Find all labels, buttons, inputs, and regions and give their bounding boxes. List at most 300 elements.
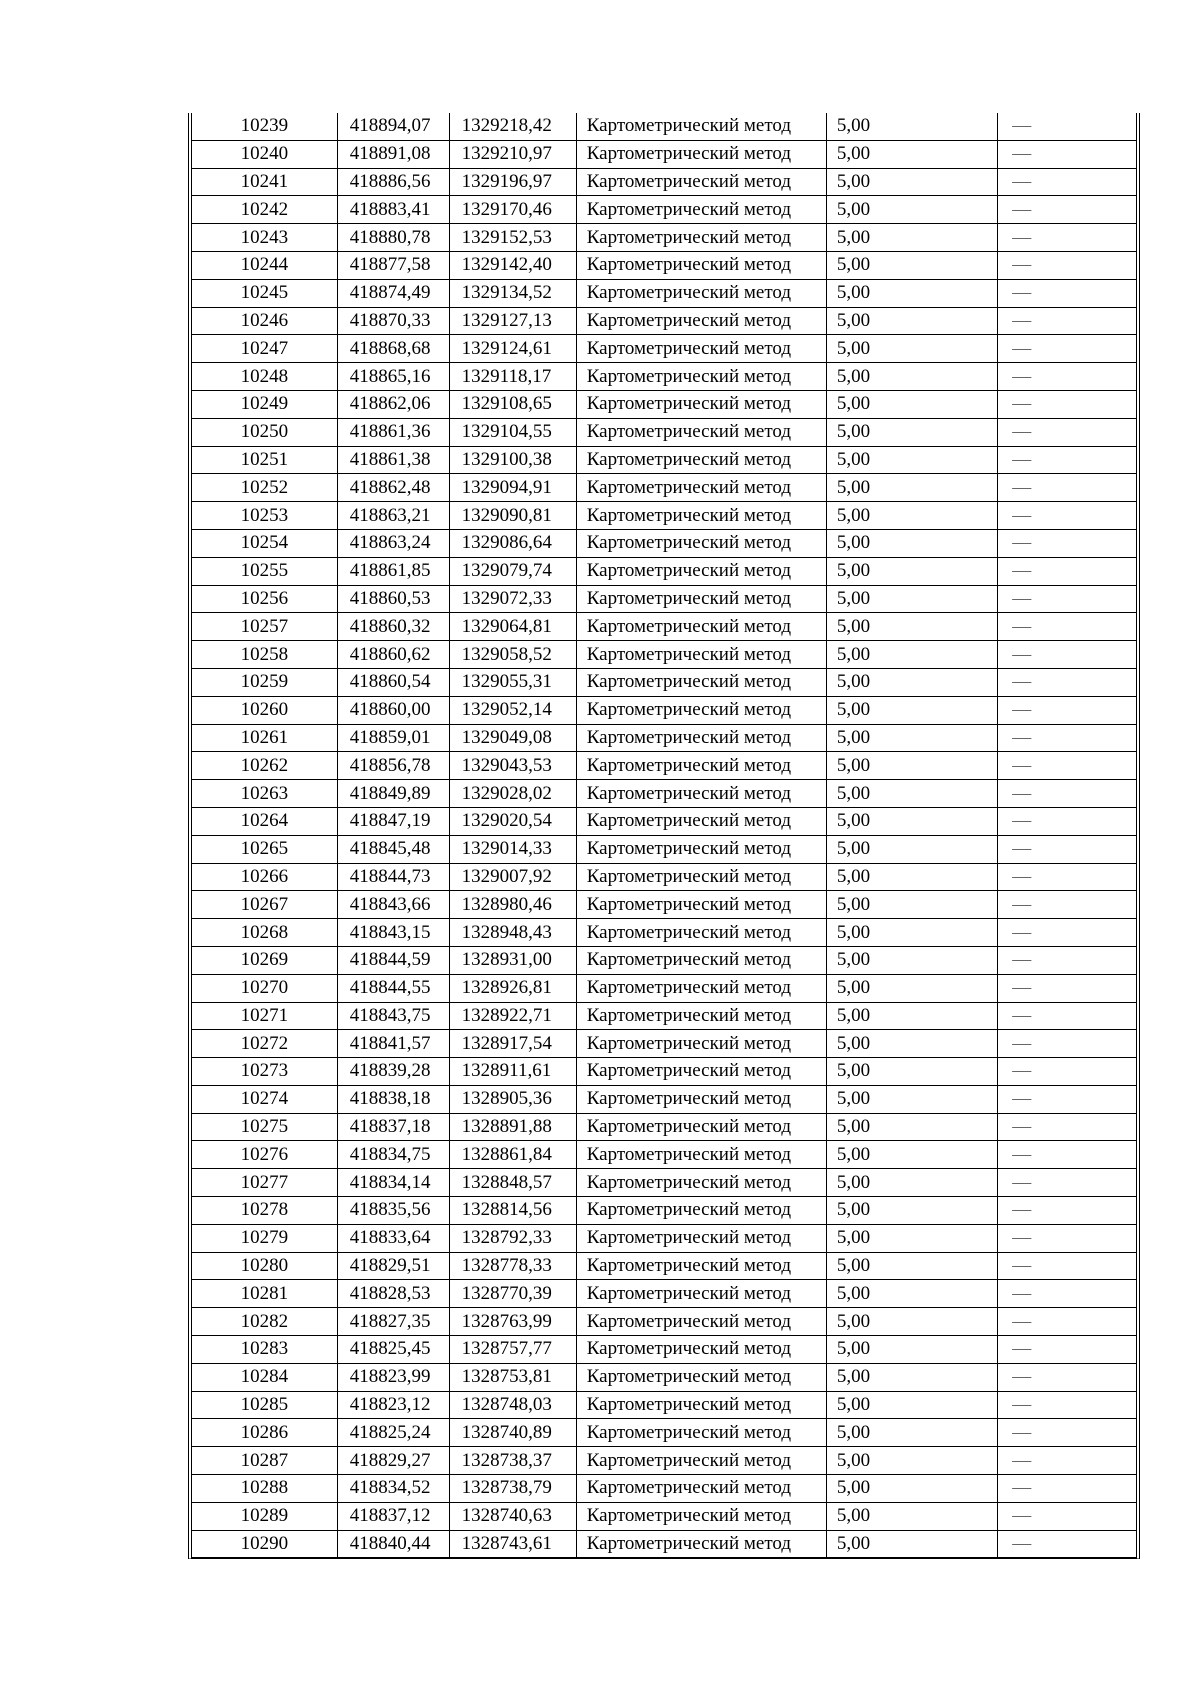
table-row [192,113,1136,140]
method-cell: Картометрический метод [576,224,826,252]
table-row [192,529,1136,557]
point-number-cell: 10278 [192,1197,337,1225]
description-cell: — [998,780,1136,808]
x-coordinate-cell: 418833,64 [337,1224,449,1252]
accuracy-cell: 5,00 [826,946,997,974]
y-coordinate-cell: 1328743,61 [449,1530,576,1558]
point-number-cell: 10243 [192,224,337,252]
y-coordinate-cell: 1329079,74 [449,557,576,585]
y-coordinate-cell: 1329086,64 [449,529,576,557]
point-number-cell: 10252 [192,474,337,502]
y-coordinate-cell: 1328922,71 [449,1002,576,1030]
x-coordinate-cell: 418862,48 [337,474,449,502]
table-row [192,390,1136,418]
method-cell: Картометрический метод [576,251,826,279]
table-row [192,1141,1136,1169]
table-row [192,696,1136,724]
table-row [192,1502,1136,1530]
method-cell: Картометрический метод [576,1447,826,1475]
x-coordinate-cell: 418827,35 [337,1308,449,1336]
point-number-cell: 10256 [192,585,337,613]
description-cell: — [998,1280,1136,1308]
point-number-cell: 10266 [192,863,337,891]
x-coordinate-cell: 418828,53 [337,1280,449,1308]
method-cell: Картометрический метод [576,418,826,446]
x-coordinate-cell: 418860,32 [337,613,449,641]
method-cell: Картометрический метод [576,1169,826,1197]
x-coordinate-cell: 418844,55 [337,974,449,1002]
description-cell: — [998,1308,1136,1336]
description-cell: — [998,585,1136,613]
accuracy-cell: 5,00 [826,835,997,863]
x-coordinate-cell: 418863,24 [337,529,449,557]
method-cell: Картометрический метод [576,1336,826,1364]
x-coordinate-cell: 418861,85 [337,557,449,585]
point-number-cell: 10275 [192,1113,337,1141]
point-number-cell: 10279 [192,1224,337,1252]
description-cell: — [998,807,1136,835]
y-coordinate-cell: 1328911,61 [449,1058,576,1086]
y-coordinate-cell: 1328753,81 [449,1363,576,1391]
accuracy-cell: 5,00 [826,1169,997,1197]
x-coordinate-cell: 418835,56 [337,1197,449,1225]
y-coordinate-cell: 1329100,38 [449,446,576,474]
accuracy-cell: 5,00 [826,668,997,696]
y-coordinate-cell: 1329055,31 [449,668,576,696]
accuracy-cell: 5,00 [826,891,997,919]
accuracy-cell: 5,00 [826,1058,997,1086]
accuracy-cell: 5,00 [826,780,997,808]
point-number-cell: 10247 [192,335,337,363]
table-row [192,1224,1136,1252]
point-number-cell: 10280 [192,1252,337,1280]
method-cell: Картометрический метод [576,502,826,530]
point-number-cell: 10260 [192,696,337,724]
point-number-cell: 10271 [192,1002,337,1030]
method-cell: Картометрический метод [576,307,826,335]
x-coordinate-cell: 418849,89 [337,780,449,808]
accuracy-cell: 5,00 [826,641,997,669]
coordinates-table-frame [188,113,1140,1559]
point-number-cell: 10287 [192,1447,337,1475]
x-coordinate-cell: 418874,49 [337,279,449,307]
accuracy-cell: 5,00 [826,1113,997,1141]
point-number-cell: 10288 [192,1475,337,1503]
accuracy-cell: 5,00 [826,1336,997,1364]
x-coordinate-cell: 418829,51 [337,1252,449,1280]
point-number-cell: 10253 [192,502,337,530]
accuracy-cell: 5,00 [826,919,997,947]
point-number-cell: 10263 [192,780,337,808]
accuracy-cell: 5,00 [826,807,997,835]
y-coordinate-cell: 1329142,40 [449,251,576,279]
description-cell: — [998,1085,1136,1113]
y-coordinate-cell: 1329134,52 [449,279,576,307]
y-coordinate-cell: 1328926,81 [449,974,576,1002]
accuracy-cell: 5,00 [826,724,997,752]
point-number-cell: 10244 [192,251,337,279]
method-cell: Картометрический метод [576,807,826,835]
x-coordinate-cell: 418843,15 [337,919,449,947]
table-row [192,724,1136,752]
description-cell: — [998,446,1136,474]
x-coordinate-cell: 418860,53 [337,585,449,613]
table-row [192,919,1136,947]
x-coordinate-cell: 418860,54 [337,668,449,696]
description-cell: — [998,363,1136,391]
y-coordinate-cell: 1329127,13 [449,307,576,335]
method-cell: Картометрический метод [576,279,826,307]
table-row [192,279,1136,307]
method-cell: Картометрический метод [576,1502,826,1530]
table-row [192,1030,1136,1058]
table-row [192,641,1136,669]
description-cell: — [998,1336,1136,1364]
description-cell: — [998,279,1136,307]
accuracy-cell: 5,00 [826,1252,997,1280]
table-row [192,863,1136,891]
accuracy-cell: 5,00 [826,1030,997,1058]
description-cell: — [998,251,1136,279]
y-coordinate-cell: 1328757,77 [449,1336,576,1364]
accuracy-cell: 5,00 [826,974,997,1002]
description-cell: — [998,1475,1136,1503]
method-cell: Картометрический метод [576,529,826,557]
accuracy-cell: 5,00 [826,1391,997,1419]
y-coordinate-cell: 1329210,97 [449,140,576,168]
accuracy-cell: 5,00 [826,1308,997,1336]
point-number-cell: 10268 [192,919,337,947]
method-cell: Картометрический метод [576,1113,826,1141]
accuracy-cell: 5,00 [826,113,997,140]
accuracy-cell: 5,00 [826,752,997,780]
y-coordinate-cell: 1329020,54 [449,807,576,835]
y-coordinate-cell: 1329090,81 [449,502,576,530]
point-number-cell: 10290 [192,1530,337,1558]
description-cell: — [998,1252,1136,1280]
method-cell: Картометрический метод [576,1141,826,1169]
method-cell: Картометрический метод [576,140,826,168]
method-cell: Картометрический метод [576,1252,826,1280]
method-cell: Картометрический метод [576,557,826,585]
method-cell: Картометрический метод [576,1308,826,1336]
table-row [192,891,1136,919]
accuracy-cell: 5,00 [826,279,997,307]
accuracy-cell: 5,00 [826,196,997,224]
accuracy-cell: 5,00 [826,1141,997,1169]
x-coordinate-cell: 418829,27 [337,1447,449,1475]
accuracy-cell: 5,00 [826,335,997,363]
point-number-cell: 10274 [192,1085,337,1113]
x-coordinate-cell: 418856,78 [337,752,449,780]
method-cell: Картометрический метод [576,1197,826,1225]
y-coordinate-cell: 1328931,00 [449,946,576,974]
description-cell: — [998,1002,1136,1030]
accuracy-cell: 5,00 [826,446,997,474]
x-coordinate-cell: 418860,00 [337,696,449,724]
y-coordinate-cell: 1328740,89 [449,1419,576,1447]
y-coordinate-cell: 1329014,33 [449,835,576,863]
description-cell: — [998,613,1136,641]
table-row [192,1113,1136,1141]
table-row [192,1447,1136,1475]
x-coordinate-cell: 418870,33 [337,307,449,335]
description-cell: — [998,891,1136,919]
accuracy-cell: 5,00 [826,1530,997,1558]
accuracy-cell: 5,00 [826,613,997,641]
table-row [192,946,1136,974]
description-cell: — [998,919,1136,947]
point-number-cell: 10285 [192,1391,337,1419]
x-coordinate-cell: 418863,21 [337,502,449,530]
method-cell: Картометрический метод [576,1030,826,1058]
method-cell: Картометрический метод [576,724,826,752]
table-row [192,807,1136,835]
method-cell: Картометрический метод [576,335,826,363]
accuracy-cell: 5,00 [826,1502,997,1530]
x-coordinate-cell: 418886,56 [337,168,449,196]
x-coordinate-cell: 418838,18 [337,1085,449,1113]
y-coordinate-cell: 1328792,33 [449,1224,576,1252]
method-cell: Картометрический метод [576,1475,826,1503]
description-cell: — [998,1030,1136,1058]
point-number-cell: 10273 [192,1058,337,1086]
point-number-cell: 10240 [192,140,337,168]
table-row [192,418,1136,446]
description-cell: — [998,752,1136,780]
x-coordinate-cell: 418823,12 [337,1391,449,1419]
description-cell: — [998,335,1136,363]
table-row [192,474,1136,502]
point-number-cell: 10249 [192,390,337,418]
description-cell: — [998,1058,1136,1086]
method-cell: Картометрический метод [576,613,826,641]
y-coordinate-cell: 1329124,61 [449,335,576,363]
accuracy-cell: 5,00 [826,529,997,557]
method-cell: Картометрический метод [576,891,826,919]
x-coordinate-cell: 418883,41 [337,196,449,224]
y-coordinate-cell: 1329058,52 [449,641,576,669]
point-number-cell: 10254 [192,529,337,557]
accuracy-cell: 5,00 [826,474,997,502]
description-cell: — [998,1530,1136,1558]
accuracy-cell: 5,00 [826,1475,997,1503]
y-coordinate-cell: 1329094,91 [449,474,576,502]
point-number-cell: 10257 [192,613,337,641]
y-coordinate-cell: 1329052,14 [449,696,576,724]
point-number-cell: 10272 [192,1030,337,1058]
y-coordinate-cell: 1329118,17 [449,363,576,391]
description-cell: — [998,863,1136,891]
method-cell: Картометрический метод [576,780,826,808]
table-row [192,251,1136,279]
description-cell: — [998,224,1136,252]
y-coordinate-cell: 1328891,88 [449,1113,576,1141]
table-row [192,974,1136,1002]
y-coordinate-cell: 1329152,53 [449,224,576,252]
point-number-cell: 10241 [192,168,337,196]
method-cell: Картометрический метод [576,696,826,724]
point-number-cell: 10261 [192,724,337,752]
description-cell: — [998,1391,1136,1419]
accuracy-cell: 5,00 [826,251,997,279]
method-cell: Картометрический метод [576,1391,826,1419]
point-number-cell: 10264 [192,807,337,835]
accuracy-cell: 5,00 [826,307,997,335]
x-coordinate-cell: 418868,68 [337,335,449,363]
table-row [192,1419,1136,1447]
x-coordinate-cell: 418841,57 [337,1030,449,1058]
table-row [192,1197,1136,1225]
table-row [192,502,1136,530]
y-coordinate-cell: 1328738,79 [449,1475,576,1503]
point-number-cell: 10259 [192,668,337,696]
x-coordinate-cell: 418837,18 [337,1113,449,1141]
table-row [192,1391,1136,1419]
point-number-cell: 10239 [192,113,337,140]
method-cell: Картометрический метод [576,835,826,863]
accuracy-cell: 5,00 [826,1085,997,1113]
point-number-cell: 10286 [192,1419,337,1447]
table-row [192,1363,1136,1391]
table-row [192,1002,1136,1030]
y-coordinate-cell: 1329104,55 [449,418,576,446]
table-row [192,1336,1136,1364]
method-cell: Картометрический метод [576,946,826,974]
description-cell: — [998,974,1136,1002]
point-number-cell: 10289 [192,1502,337,1530]
point-number-cell: 10250 [192,418,337,446]
y-coordinate-cell: 1328763,99 [449,1308,576,1336]
table-row [192,1530,1136,1558]
x-coordinate-cell: 418825,24 [337,1419,449,1447]
method-cell: Картометрический метод [576,1002,826,1030]
x-coordinate-cell: 418877,58 [337,251,449,279]
y-coordinate-cell: 1328748,03 [449,1391,576,1419]
x-coordinate-cell: 418891,08 [337,140,449,168]
x-coordinate-cell: 418859,01 [337,724,449,752]
method-cell: Картометрический метод [576,474,826,502]
y-coordinate-cell: 1328861,84 [449,1141,576,1169]
x-coordinate-cell: 418825,45 [337,1336,449,1364]
x-coordinate-cell: 418844,59 [337,946,449,974]
table-row [192,835,1136,863]
x-coordinate-cell: 418834,52 [337,1475,449,1503]
point-number-cell: 10248 [192,363,337,391]
description-cell: — [998,529,1136,557]
point-number-cell: 10269 [192,946,337,974]
x-coordinate-cell: 418843,66 [337,891,449,919]
description-cell: — [998,641,1136,669]
table-row [192,1058,1136,1086]
x-coordinate-cell: 418840,44 [337,1530,449,1558]
accuracy-cell: 5,00 [826,390,997,418]
point-number-cell: 10245 [192,279,337,307]
table-row [192,668,1136,696]
accuracy-cell: 5,00 [826,1224,997,1252]
table-row [192,1169,1136,1197]
method-cell: Картометрический метод [576,863,826,891]
y-coordinate-cell: 1328778,33 [449,1252,576,1280]
description-cell: — [998,1502,1136,1530]
x-coordinate-cell: 418844,73 [337,863,449,891]
method-cell: Картометрический метод [576,196,826,224]
accuracy-cell: 5,00 [826,1447,997,1475]
x-coordinate-cell: 418861,36 [337,418,449,446]
y-coordinate-cell: 1328948,43 [449,919,576,947]
y-coordinate-cell: 1329043,53 [449,752,576,780]
y-coordinate-cell: 1329049,08 [449,724,576,752]
accuracy-cell: 5,00 [826,224,997,252]
method-cell: Картометрический метод [576,1085,826,1113]
method-cell: Картометрический метод [576,168,826,196]
point-number-cell: 10251 [192,446,337,474]
description-cell: — [998,668,1136,696]
x-coordinate-cell: 418894,07 [337,113,449,140]
y-coordinate-cell: 1329218,42 [449,113,576,140]
accuracy-cell: 5,00 [826,863,997,891]
table-row [192,613,1136,641]
point-number-cell: 10242 [192,196,337,224]
table-row [192,557,1136,585]
table-row [192,780,1136,808]
description-cell: — [998,1419,1136,1447]
description-cell: — [998,557,1136,585]
point-number-cell: 10283 [192,1336,337,1364]
y-coordinate-cell: 1328980,46 [449,891,576,919]
x-coordinate-cell: 418847,19 [337,807,449,835]
y-coordinate-cell: 1329170,46 [449,196,576,224]
method-cell: Картометрический метод [576,390,826,418]
method-cell: Картометрический метод [576,1280,826,1308]
y-coordinate-cell: 1328814,56 [449,1197,576,1225]
point-number-cell: 10276 [192,1141,337,1169]
description-cell: — [998,1447,1136,1475]
description-cell: — [998,113,1136,140]
point-number-cell: 10267 [192,891,337,919]
table-row [192,446,1136,474]
method-cell: Картометрический метод [576,1363,826,1391]
method-cell: Картометрический метод [576,1530,826,1558]
method-cell: Картометрический метод [576,641,826,669]
description-cell: — [998,168,1136,196]
x-coordinate-cell: 418834,14 [337,1169,449,1197]
x-coordinate-cell: 418823,99 [337,1363,449,1391]
coordinates-table-body [192,113,1136,1558]
x-coordinate-cell: 418834,75 [337,1141,449,1169]
method-cell: Картометрический метод [576,585,826,613]
table-row [192,1280,1136,1308]
table-row [192,224,1136,252]
description-cell: — [998,502,1136,530]
description-cell: — [998,196,1136,224]
accuracy-cell: 5,00 [826,1280,997,1308]
y-coordinate-cell: 1328917,54 [449,1030,576,1058]
accuracy-cell: 5,00 [826,418,997,446]
method-cell: Картометрический метод [576,1419,826,1447]
y-coordinate-cell: 1329007,92 [449,863,576,891]
accuracy-cell: 5,00 [826,168,997,196]
method-cell: Картометрический метод [576,752,826,780]
accuracy-cell: 5,00 [826,1363,997,1391]
y-coordinate-cell: 1328740,63 [449,1502,576,1530]
description-cell: — [998,140,1136,168]
y-coordinate-cell: 1328770,39 [449,1280,576,1308]
point-number-cell: 10284 [192,1363,337,1391]
method-cell: Картометрический метод [576,1058,826,1086]
description-cell: — [998,1141,1136,1169]
point-number-cell: 10262 [192,752,337,780]
